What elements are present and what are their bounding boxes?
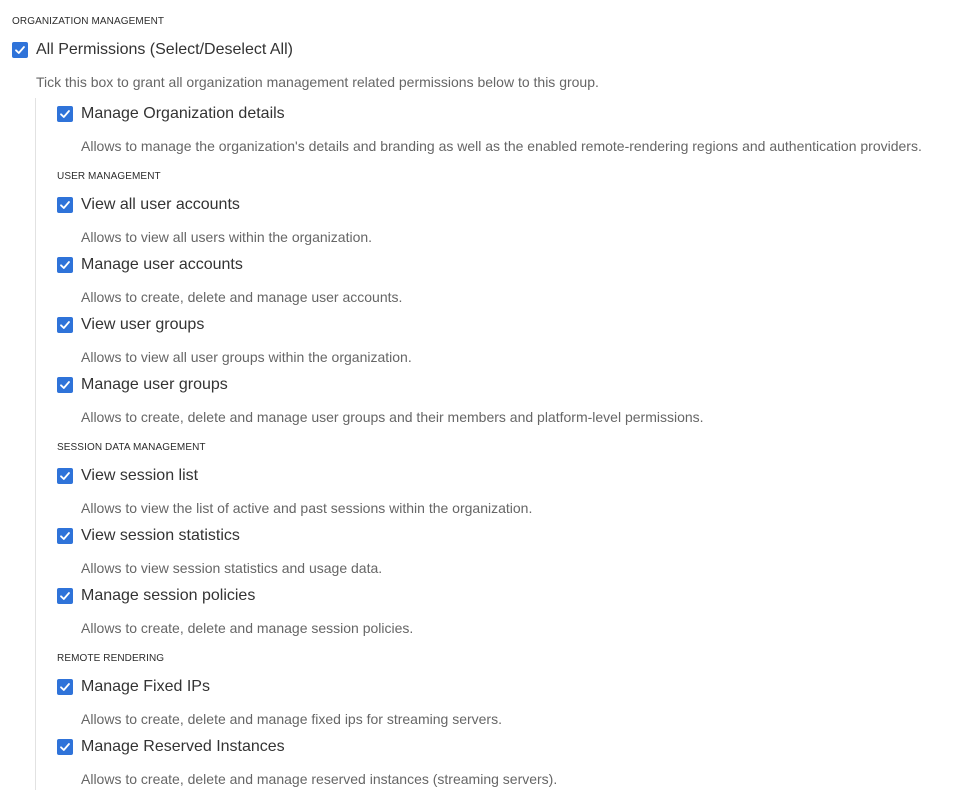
section-title-remote-rendering: REMOTE RENDERING [57,653,165,664]
permission-row-view-all-user-accounts [57,196,240,214]
label-manage-session-policies[interactable]: Manage session policies [81,587,256,604]
permission-row-manage-user-groups [57,376,228,394]
checkbox-manage-session-policies[interactable] [57,588,73,604]
permission-row-view-session-list [57,467,198,485]
checkmark-icon [59,199,71,211]
desc-view-user-groups: Allows to view all user groups within the organization. [81,349,412,365]
section-title-user-management: USER MANAGEMENT [57,171,161,182]
desc-manage-user-groups: Allows to create, delete and manage user groups and their members and platform-level permissions. [81,409,704,425]
permission-row-manage-reserved-instances [57,738,285,756]
label-view-user-groups[interactable]: View user groups [81,316,205,333]
checkbox-manage-organization-details[interactable] [57,106,73,122]
checkbox-all-permissions[interactable] [12,42,28,58]
nested-permissions-divider [35,98,36,790]
permission-row-view-session-statistics [57,527,240,545]
desc-manage-user-accounts: Allows to create, delete and manage user accounts. [81,289,403,305]
section-title-session-data-management: SESSION DATA MANAGEMENT [57,442,206,453]
desc-manage-organization-details: Allows to manage the organization's details and branding as well as the enabled remote-rendering regions and authentication providers. [81,138,922,154]
checkmark-icon [59,108,71,120]
desc-all-permissions: Tick this box to grant all organization management related permissions below to this group. [36,74,599,90]
desc-manage-reserved-instances: Allows to create, delete and manage reserved instances (streaming servers). [81,771,558,787]
label-manage-fixed-ips[interactable]: Manage Fixed IPs [81,678,210,695]
permission-row-all [12,41,293,59]
checkmark-icon [14,44,26,56]
desc-view-session-statistics: Allows to view session statistics and usage data. [81,560,383,576]
label-view-all-user-accounts[interactable]: View all user accounts [81,196,240,213]
checkmark-icon [59,470,71,482]
desc-manage-fixed-ips: Allows to create, delete and manage fixed ips for streaming servers. [81,711,502,727]
label-view-session-list[interactable]: View session list [81,467,199,484]
permission-row-manage-session-policies [57,587,255,605]
checkbox-view-all-user-accounts[interactable] [57,197,73,213]
checkmark-icon [59,741,71,753]
desc-view-all-user-accounts: Allows to view all users within the organization. [81,229,373,245]
label-manage-organization-details[interactable]: Manage Organization details [81,105,285,122]
permission-row-manage-fixed-ips [57,678,210,696]
checkbox-view-session-statistics[interactable] [57,528,73,544]
checkbox-manage-reserved-instances[interactable] [57,739,73,755]
checkbox-manage-user-groups[interactable] [57,377,73,393]
desc-view-session-list: Allows to view the list of active and past sessions within the organization. [81,500,533,516]
checkmark-icon [59,681,71,693]
checkbox-view-session-list[interactable] [57,468,73,484]
label-manage-reserved-instances[interactable]: Manage Reserved Instances [81,738,285,755]
checkmark-icon [59,319,71,331]
desc-manage-session-policies: Allows to create, delete and manage session policies. [81,620,414,636]
label-manage-user-groups[interactable]: Manage user groups [81,376,228,393]
checkmark-icon [59,259,71,271]
checkmark-icon [59,379,71,391]
checkmark-icon [59,530,71,542]
permission-row-manage-organization-details [57,105,285,123]
checkmark-icon [59,590,71,602]
label-manage-user-accounts[interactable]: Manage user accounts [81,256,243,273]
permission-row-view-user-groups [57,316,204,334]
checkbox-manage-user-accounts[interactable] [57,257,73,273]
label-view-session-statistics[interactable]: View session statistics [81,527,240,544]
permission-row-manage-user-accounts [57,256,243,274]
checkbox-manage-fixed-ips[interactable] [57,679,73,695]
section-title-organization-management: ORGANIZATION MANAGEMENT [12,16,165,27]
checkbox-view-user-groups[interactable] [57,317,73,333]
label-all-permissions[interactable]: All Permissions (Select/Deselect All) [36,41,293,58]
